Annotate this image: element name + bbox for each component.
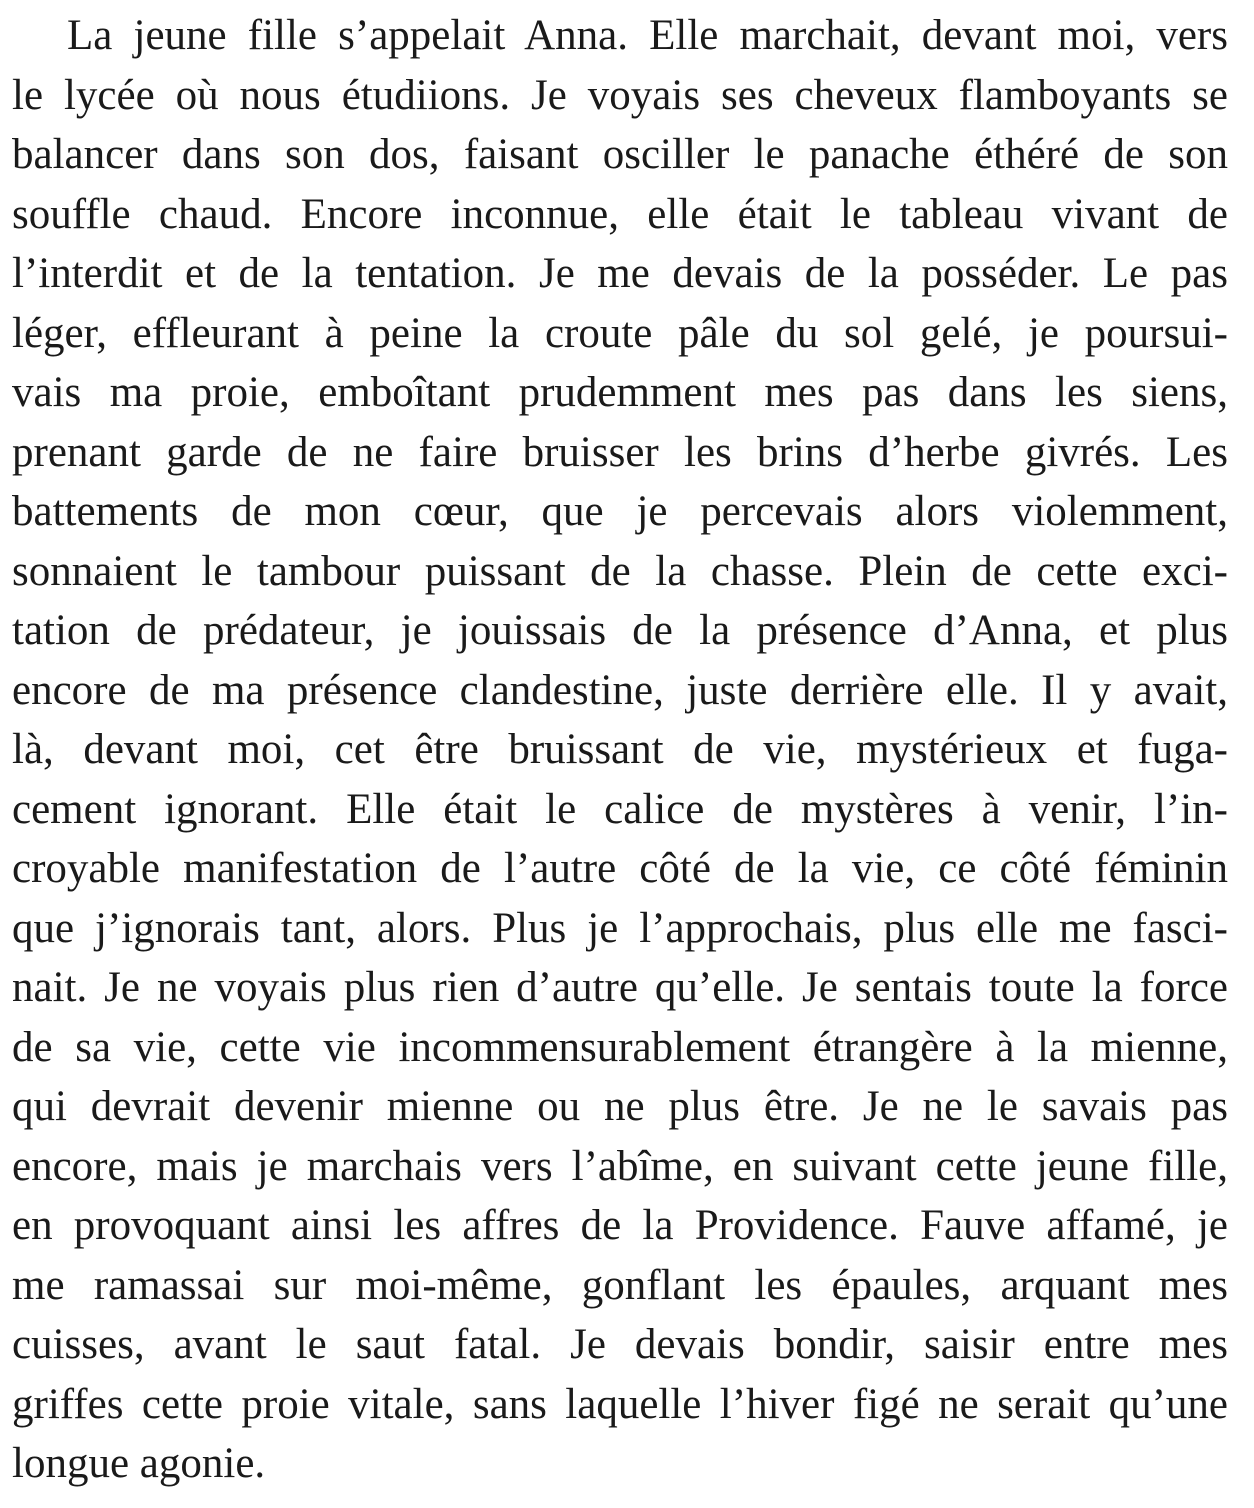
paragraph [12, 6, 1228, 1494]
text-line-18: de sa vie, cette vie incommensurablement étrangère à la mienne, [12, 1023, 1228, 1071]
text-line-24: griffes cette proie vitale, sans laquelle l’hiver figé ne serait qu’une [12, 1380, 1228, 1428]
text-line-9: battements de mon cœur, que je percevais alors violemment, [12, 488, 1228, 535]
text-line-20: encore, mais je marchais vers l’abîme, en suivant cette jeune fille, [12, 1142, 1228, 1190]
text-page [12, 6, 1228, 1494]
text-line-8: prenant garde de ne faire bruisser les brins d’herbe givrés. Les [12, 428, 1228, 476]
text-line-16: que j’ignorais tant, alors. Plus je l’approchais, plus elle me fasci- [12, 904, 1228, 952]
text-line-13: là, devant moi, cet être bruissant de vie, mystérieux et fuga- [12, 726, 1228, 773]
text-line-15: croyable manifestation de l’autre côté de la vie, ce côté féminin [12, 845, 1228, 892]
text-line-3: balancer dans son dos, faisant osciller le panache éthéré de son [12, 131, 1228, 178]
text-line-23: cuisses, avant le saut fatal. Je devais bondir, saisir entre mes [12, 1321, 1228, 1368]
text-line-17: nait. Je ne voyais plus rien d’autre qu’elle. Je sentais toute la force [12, 964, 1228, 1011]
text-line-25: longue agonie. [12, 1440, 266, 1487]
text-line-12: encore de ma présence clandestine, juste derrière elle. Il y avait, [12, 666, 1228, 714]
text-line-19: qui devrait devenir mienne ou ne plus être. Je ne le savais pas [12, 1083, 1228, 1130]
text-line-11: tation de prédateur, je jouissais de la présence d’Anna, et plus [12, 607, 1228, 654]
text-line-21: en provoquant ainsi les affres de la Providence. Fauve affamé, je [12, 1202, 1228, 1249]
text-line-22: me ramassai sur moi-même, gonflant les épaules, arquant mes [12, 1261, 1228, 1309]
text-line-4: souffle chaud. Encore inconnue, elle était le tableau vivant de [12, 190, 1228, 238]
text-line-14: cement ignorant. Elle était le calice de mystères à venir, l’in- [12, 785, 1228, 833]
text-line-2: le lycée où nous étudiions. Je voyais ses cheveux flamboyants se [12, 71, 1228, 119]
text-line-5: l’interdit et de la tentation. Je me devais de la posséder. Le pas [12, 250, 1228, 297]
text-line-7: vais ma proie, emboîtant prudemment mes pas dans les siens, [12, 369, 1228, 416]
text-line-1: La jeune fille s’appelait Anna. Elle marchait, devant moi, vers [67, 12, 1228, 59]
text-line-10: sonnaient le tambour puissant de la chasse. Plein de cette exci- [12, 547, 1228, 595]
text-line-6: léger, effleurant à peine la croute pâle du sol gelé, je poursui- [12, 309, 1228, 357]
